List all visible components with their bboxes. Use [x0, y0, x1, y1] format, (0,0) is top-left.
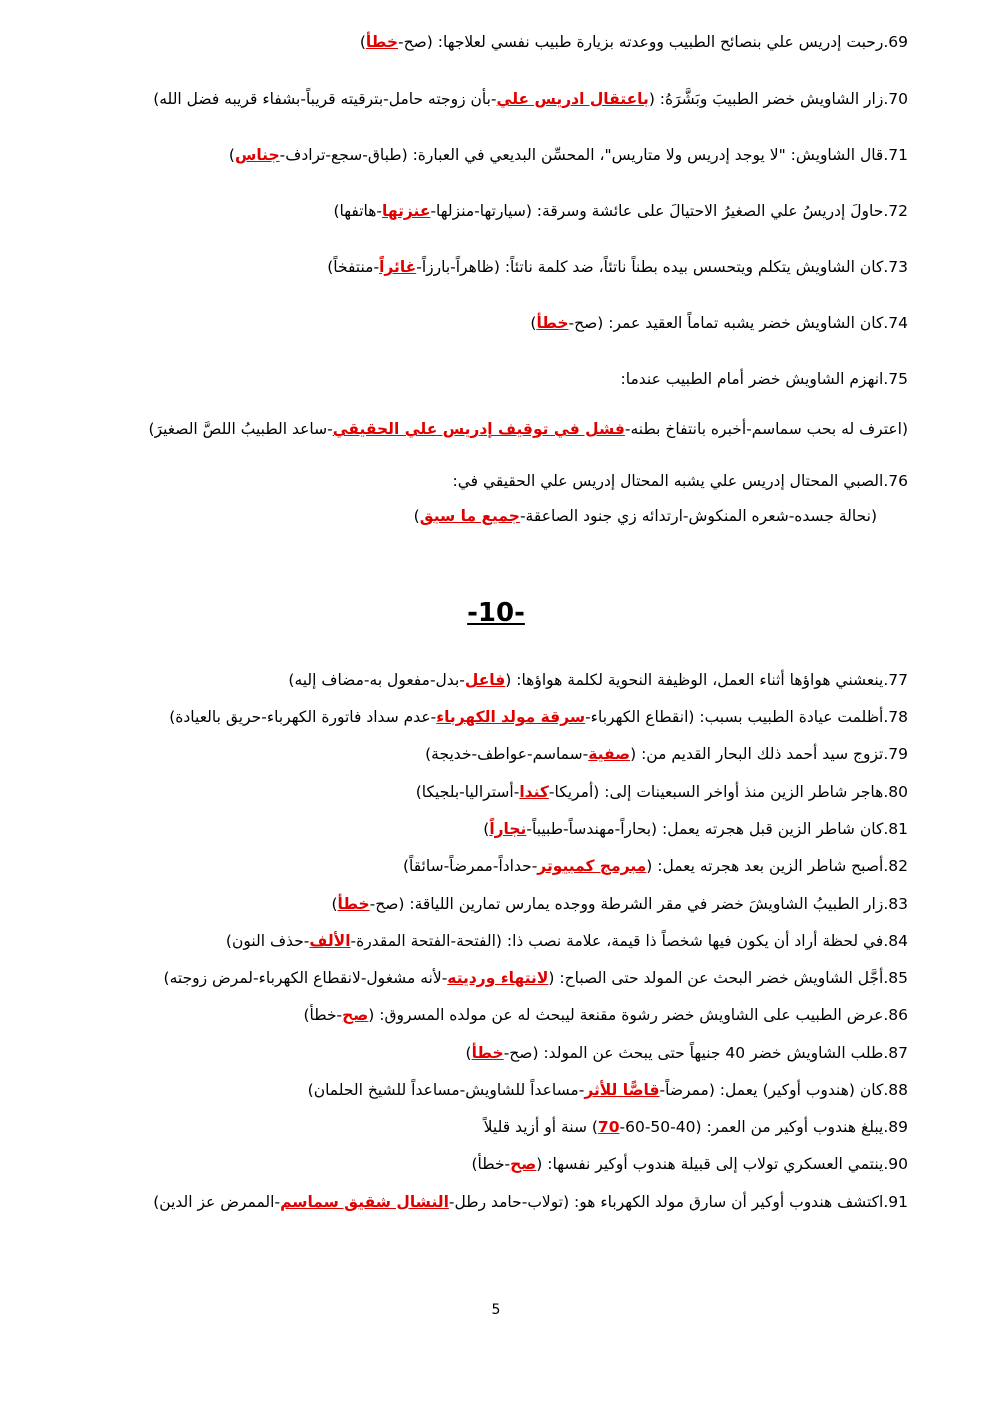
question-85: 85.أجَّل الشاويش خضر البحث عن المولد حتى الصباح: (لانتهاء ورديته-لأنه مشغول-لانقطاع الكهرباء-لمرض زوجته) — [163, 969, 908, 987]
answer: لانتهاء ورديته — [447, 969, 549, 987]
answer: عنزتها — [382, 202, 431, 220]
question-70: 70.زار الشاويش خضر الطبيبَ وبَشَّرَهُ: (باعتقال ادريس علي-بأن زوجته حامل-بترقيته قريباً-بشفاء قريبه فضل الله) — [153, 90, 908, 108]
answer: النشال شقيق سماسم — [280, 1193, 449, 1211]
answer: باعتقال ادريس علي — [496, 90, 649, 108]
question-74: 74.كان الشاويش خضر يشبه تماماً العقيد عمر: (صح-خطأ) — [530, 314, 908, 332]
answer: مبرمج كمبيوتر — [537, 857, 647, 875]
question-89: 89.يبلغ هندوب أوكير من العمر: (40-50-60-70) سنة أو أزيد قليلاً — [483, 1118, 908, 1136]
answer: قاصًّا للأثر — [584, 1081, 660, 1099]
question-86: 86.عرض الطبيب على الشاويش خضر رشوة مقنعة ليبحث له عن مولده المسروق: (صح-خطأ) — [303, 1006, 908, 1024]
question-77: 77.ينعشني هواؤها أثناء العمل، الوظيفة النحوية لكلمة هواؤها: (فاعل-بدل-مفعول به-مضاف إليه) — [288, 671, 908, 689]
answer: سرقة مولد الكهرباء — [436, 708, 586, 726]
answer: جناس — [234, 146, 280, 164]
answer: خطأ — [337, 895, 370, 913]
answer: نجاراً — [489, 820, 527, 838]
answer: صفية — [588, 745, 631, 763]
question-83: 83.زار الطبيبُ الشاويشَ خضر في مقر الشرطة ووجده يمارس تمارين اللياقة: (صح-خطأ) — [331, 895, 908, 913]
answer: الألف — [309, 932, 351, 950]
question-69: 69.رحبت إدريس علي بنصائح الطبيب ووعدته بزيارة طبيب نفسي لعلاجها: (صح-خطأ) — [359, 33, 908, 51]
answer: فشل في توقيف إدريس علي الحقيقي — [332, 420, 625, 438]
answer: خطأ — [536, 314, 569, 332]
question-76-options: (نحالة جسده-شعره المنكوش-ارتدائه زي جنود الصاعقة-جميع ما سبق) — [413, 507, 877, 525]
answer: صح — [510, 1155, 537, 1173]
question-90: 90.ينتمي العسكري تولاب إلى قبيلة هندوب أوكير نفسها: (صح-خطأ) — [471, 1155, 908, 1173]
answer: خطأ — [365, 33, 399, 51]
question-75-options: (اعترف له بحب سماسم-أخبره بانتفاخ بطنه-فشل في توقيف إدريس علي الحقيقي-ساعد الطبيبُ اللصَّ الصغيرَ) — [148, 420, 908, 438]
question-78: 78.أظلمت عيادة الطبيب بسبب: (انقطاع الكهرباء-سرقة مولد الكهرباء-عدم سداد فاتورة الكهرباء-حريق بالعيادة) — [169, 708, 908, 726]
question-72: 72.حاولَ إدريسُ علي الصغيرُ الاحتيالَ على عائشة وسرقة: (سيارتها-منزلها-عنزتها-هاتفها) — [333, 202, 908, 220]
question-73: 73.كان الشاويش يتكلم ويتحسس بيده بطناً ناتئاً، ضد كلمة ناتئاً: (ظاهراً-بارزاً-غائراً-منتفخاً) — [327, 258, 908, 276]
section-title: -10- — [467, 598, 525, 628]
question-84: 84.في لحظة أراد أن يكون فيها شخصاً ذا قيمة، علامة نصب ذا: (الفتحة-الفتحة المقدرة-الألف-حذف النون) — [225, 932, 908, 950]
answer: جميع ما سبق — [419, 507, 520, 525]
answer: خطأ — [471, 1044, 504, 1062]
page-number: 5 — [491, 1302, 501, 1318]
question-81: 81.كان شاطر الزين قبل هجرته يعمل: (بحاراً-مهندساً-طبيباً-نجاراً) — [483, 820, 908, 838]
question-87: 87.طلب الشاويش خضر 40 جنيهاً حتى يبحث عن المولد: (صح-خطأ) — [465, 1044, 908, 1062]
question-88: 88.كان (هندوب أوكير) يعمل: (ممرضاً-قاصًّا للأثر-مساعداً للشاويش-مساعداً للشيخ الحلمان) — [307, 1081, 908, 1099]
answer: 70 — [597, 1118, 620, 1136]
question-82: 82.أصبح شاطر الزين بعد هجرته يعمل: (مبرمج كمبيوتر-حداداً-ممرضاً-سائقاً) — [402, 857, 908, 875]
question-80: 80.هاجر شاطر الزين منذ أواخر السبعينات إلى: (أمريكا-كندا-أستراليا-بلجيكا) — [415, 783, 908, 801]
question-79: 79.تزوج سيد أحمد ذلك البحار القديم من: (صفية-سماسم-عواطف-خديجة) — [425, 745, 908, 763]
question-71: 71.قال الشاويش: "لا يوجد إدريس ولا متاريس"، المحسِّن البديعي في العبارة: (طباق-سجع-ترادف-جناس) — [228, 146, 908, 164]
answer: فاعل — [464, 671, 506, 689]
answer: صح — [342, 1006, 369, 1024]
question-75: 75.انهزم الشاويش خضر أمام الطبيب عندما: — [620, 370, 908, 388]
question-91: 91.اكتشف هندوب أوكير أن سارق مولد الكهرباء هو: (تولاب-حامد رطل-النشال شقيق سماسم-الممرض عز الدين) — [153, 1193, 908, 1211]
question-76: 76.الصبي المحتال إدريس علي يشبه المحتال إدريس علي الحقيقي في: — [452, 472, 908, 490]
answer: كندا — [519, 783, 549, 801]
answer: غائراً — [379, 258, 417, 276]
